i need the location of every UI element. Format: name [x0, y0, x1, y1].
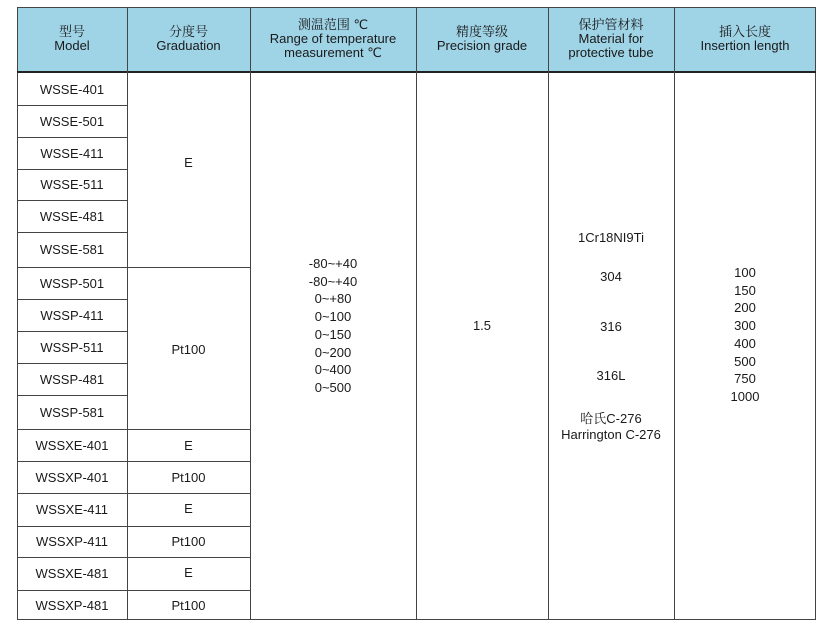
- range-item: 0~500: [314, 379, 352, 395]
- insertion-length-item: 1000: [730, 388, 760, 404]
- border-left: [17, 7, 18, 620]
- material-4: 316L: [596, 367, 626, 383]
- insertion-length-item: 200: [734, 300, 756, 316]
- column-divider: [127, 7, 128, 620]
- model-cell: WSSP-481: [39, 371, 105, 387]
- border-right: [815, 7, 816, 620]
- graduation-single: Pt100: [171, 597, 206, 613]
- header-model: [17, 7, 127, 71]
- header-range: [250, 7, 416, 71]
- header-material-en1: Material for: [578, 31, 644, 46]
- model-cell: WSSE-401: [39, 81, 105, 97]
- row-divider: [17, 105, 127, 106]
- row-divider: [17, 267, 250, 268]
- model-cell: WSSE-411: [40, 145, 104, 161]
- range-item: 0~400: [314, 362, 352, 378]
- insertion-length-list: [674, 264, 816, 406]
- range-list: [250, 255, 416, 397]
- row-divider: [17, 461, 250, 462]
- range-item: 0~200: [314, 344, 352, 360]
- row-divider: [17, 331, 127, 332]
- graduation-single: E: [184, 500, 193, 516]
- insertion-length-item: 500: [734, 353, 756, 369]
- material-5-cn: 哈氏C-276: [580, 411, 642, 426]
- model-cell: WSSXP-481: [35, 597, 109, 613]
- header-precision: [416, 7, 548, 71]
- header-range-cn: 测温范围 ℃: [297, 17, 369, 32]
- model-cell: WSSXE-481: [35, 566, 109, 581]
- model-cell: WSSP-581: [39, 404, 105, 420]
- row-divider: [17, 395, 127, 396]
- row-divider: [17, 590, 250, 591]
- range-item: 0~+80: [314, 291, 352, 307]
- header-model-cn: 型号: [58, 24, 85, 39]
- material-5: [548, 411, 674, 443]
- graduation-single: Pt100: [171, 534, 206, 549]
- model-cell: WSSE-511: [40, 177, 104, 192]
- model-cell: WSSE-501: [39, 113, 105, 129]
- header-model-en: Model: [54, 38, 90, 53]
- header-insertion-en: Insertion length: [700, 38, 790, 53]
- model-cell: WSSP-411: [40, 307, 104, 323]
- header-range-en2: measurement ℃: [284, 45, 382, 60]
- insertion-length-item: 400: [734, 335, 756, 351]
- graduation-single: E: [184, 565, 193, 580]
- material-2: 304: [600, 268, 622, 284]
- model-cell: WSSE-581: [39, 242, 105, 257]
- header-insertion-cn: 插入长度: [718, 24, 771, 39]
- graduation-group-e: E: [184, 154, 193, 170]
- material-1: 1Cr18NI9Ti: [578, 229, 644, 245]
- row-divider: [17, 493, 250, 494]
- row-divider: [17, 557, 250, 558]
- column-divider: [674, 7, 675, 620]
- insertion-length-item: 750: [734, 371, 756, 387]
- graduation-single: E: [184, 437, 193, 453]
- row-divider: [17, 232, 127, 233]
- row-divider: [17, 429, 250, 430]
- column-divider: [250, 7, 251, 620]
- row-divider: [17, 137, 127, 138]
- header-material-en2: protective tube: [568, 45, 654, 60]
- header-graduation: [127, 7, 250, 71]
- header-material: [548, 7, 674, 71]
- column-divider: [548, 7, 549, 620]
- insertion-length-item: 300: [734, 318, 756, 334]
- row-divider: [17, 299, 127, 300]
- material-5-en: Harrington C-276: [561, 427, 661, 442]
- range-item: -80~+40: [308, 256, 358, 271]
- header-material-cn: 保护管材料: [578, 17, 644, 32]
- graduation-group-pt: Pt100: [171, 341, 206, 357]
- range-item: 0~150: [314, 326, 352, 342]
- row-divider: [17, 200, 127, 201]
- model-cell: WSSXP-401: [35, 469, 109, 485]
- precision-value: 1.5: [472, 317, 492, 333]
- graduation-single: Pt100: [171, 469, 206, 485]
- model-cell: WSSXE-401: [35, 437, 109, 453]
- row-divider: [17, 169, 127, 170]
- insertion-length-item: 100: [734, 265, 756, 280]
- header-precision-cn: 精度等级: [455, 24, 508, 39]
- spec-table: [17, 7, 816, 620]
- model-cell: WSSE-481: [39, 208, 105, 224]
- header-range-en1: Range of temperature: [269, 31, 397, 46]
- insertion-length-item: 150: [734, 282, 756, 298]
- header-graduation-en: Graduation: [156, 38, 221, 53]
- model-cell: WSSP-501: [39, 275, 105, 291]
- range-item: -80~+40: [308, 273, 358, 289]
- row-divider: [17, 363, 127, 364]
- header-insertion: [674, 7, 816, 71]
- material-3: 316: [600, 318, 622, 334]
- model-cell: WSSXP-411: [35, 534, 108, 549]
- column-divider: [416, 7, 417, 620]
- range-item: 0~100: [314, 309, 352, 325]
- model-cell: WSSXE-411: [35, 502, 108, 517]
- header-precision-en: Precision grade: [436, 38, 528, 53]
- model-cell: WSSP-511: [40, 339, 104, 355]
- header-graduation-cn: 分度号: [168, 24, 208, 39]
- row-divider: [17, 526, 250, 527]
